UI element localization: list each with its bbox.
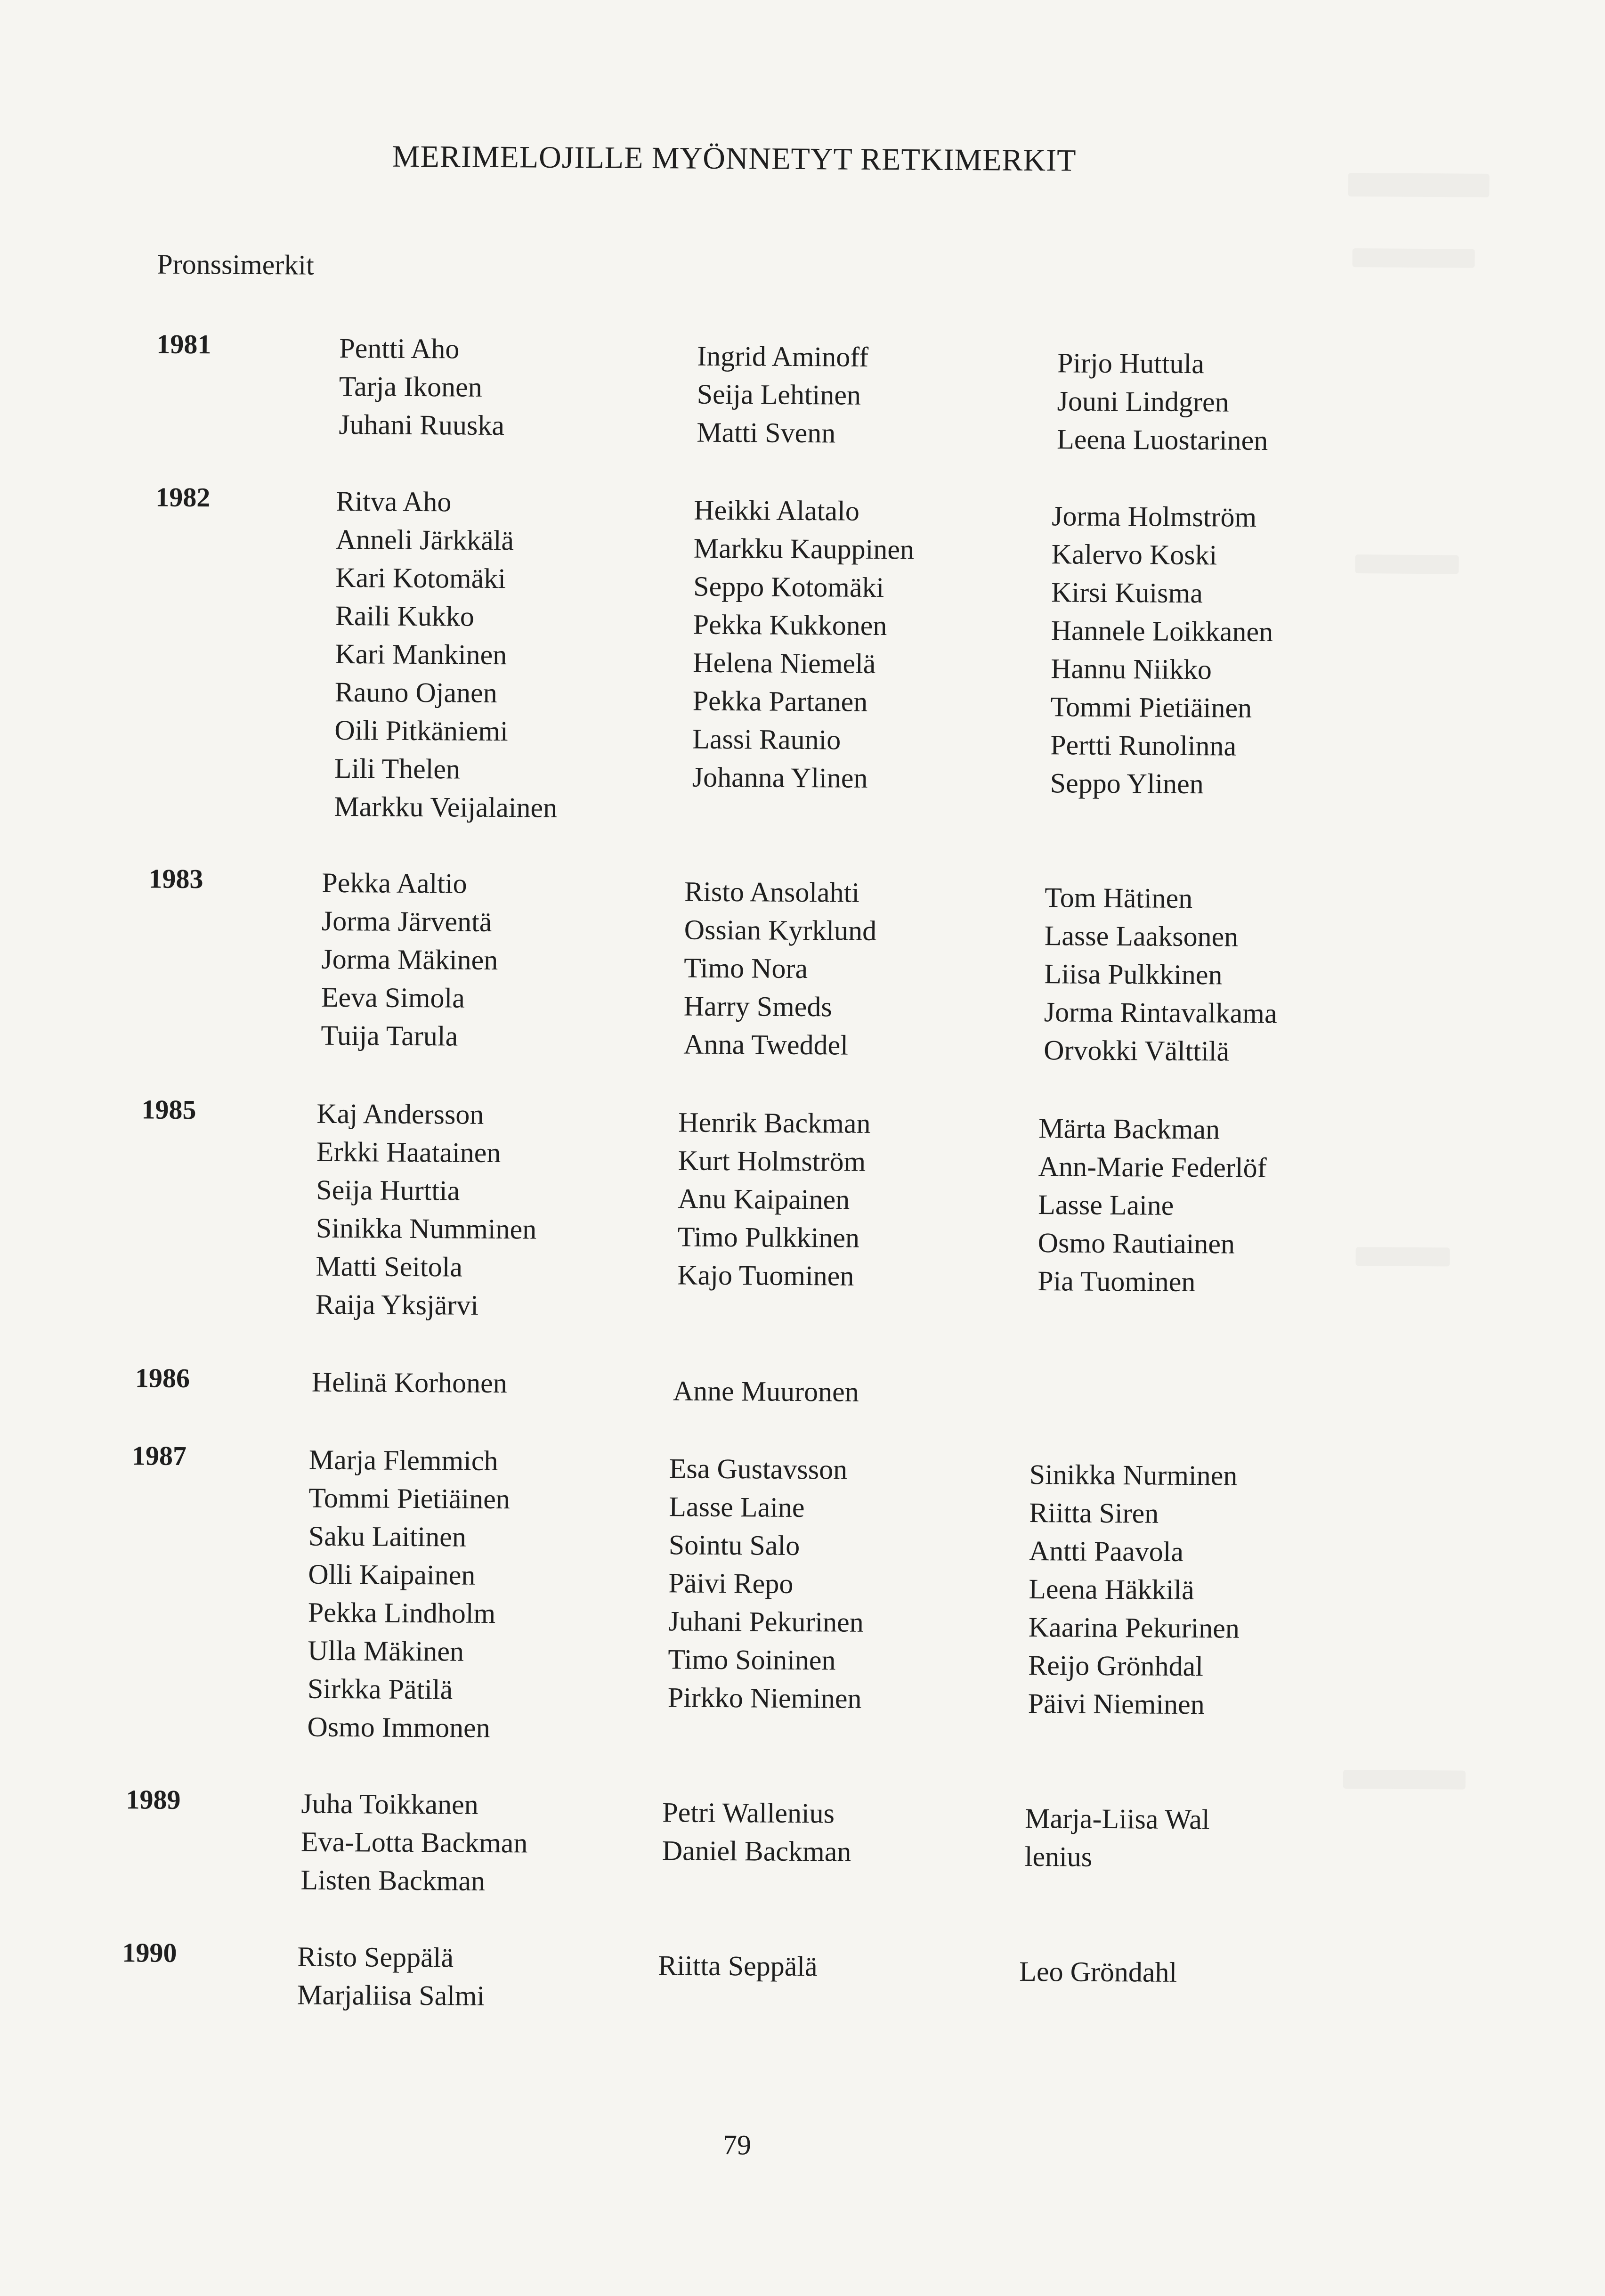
person-name: Timo Pulkkinen: [677, 1221, 860, 1254]
year-label: 1983: [148, 863, 203, 895]
person-name: Lasse Laine: [669, 1491, 805, 1523]
name-column-2: [692, 491, 915, 798]
person-name: Pirkko Nieminen: [667, 1682, 862, 1714]
person-name: Anne Muuronen: [673, 1375, 859, 1408]
person-name: Risto Seppälä: [297, 1941, 454, 1973]
person-name: Olli Kaipainen: [308, 1558, 476, 1591]
person-name: Lasse Laine: [1038, 1189, 1174, 1221]
person-name: Raija Yksjärvi: [315, 1288, 479, 1321]
person-name: Tarja Ikonen: [339, 370, 483, 403]
name-column-1: [334, 482, 559, 827]
name-column-1: [312, 1363, 507, 1403]
name-column-3: [1025, 1799, 1210, 1877]
person-name: Marja Flemmich: [308, 1444, 498, 1477]
person-name: Eeva Simola: [321, 981, 465, 1014]
person-name: Jouni Lindgren: [1057, 385, 1229, 418]
name-column-1: [307, 1441, 510, 1748]
person-name: Päivi Nieminen: [1028, 1687, 1205, 1720]
name-column-3: [1038, 1109, 1267, 1302]
person-name: Osmo Rautiainen: [1038, 1227, 1235, 1260]
year-label: 1981: [156, 328, 211, 360]
person-name: Lasse Laaksonen: [1044, 920, 1239, 953]
person-name: Kaj Andersson: [316, 1098, 484, 1130]
person-name: Orvokki Välttilä: [1044, 1034, 1230, 1067]
section-subtitle: Pronssimerkit: [157, 248, 314, 281]
person-name: Matti Svenn: [697, 416, 836, 449]
name-column-2: [697, 337, 868, 453]
person-name: Seppo Kotomäki: [693, 570, 884, 603]
year-label: 1990: [122, 1937, 177, 1968]
person-name: Leena Luostarinen: [1056, 423, 1268, 456]
person-name: Seija Hurttia: [316, 1174, 460, 1206]
name-column-1: [321, 864, 498, 1056]
name-column-1: [339, 329, 505, 445]
page-number: 79: [722, 2129, 752, 2161]
year-section-1987: [0, 1439, 1603, 1743]
bleed-through-mark: [1352, 248, 1475, 268]
person-name: Ossian Kyrklund: [684, 914, 877, 946]
name-column-1: [297, 1938, 485, 2015]
bleed-through-mark: [1348, 173, 1489, 197]
person-name: Liisa Pulkkinen: [1044, 958, 1223, 991]
person-name: Esa Gustavsson: [669, 1453, 848, 1485]
name-column-3: [1019, 1953, 1177, 1992]
person-name: Henrik Backman: [678, 1107, 871, 1139]
person-name: Kari Kotomäki: [335, 562, 506, 594]
person-name: Markku Kauppinen: [693, 532, 915, 565]
page-title: MERIMELOJILLE MYÖNNETYT RETKIMERKIT: [392, 139, 1077, 178]
person-name: Johanna Ylinen: [692, 761, 868, 794]
person-name: Tuija Tarula: [321, 1019, 458, 1052]
person-name: Erkki Haatainen: [316, 1136, 501, 1169]
person-name: Reijo Grönhdal: [1028, 1649, 1204, 1682]
name-column-1: [300, 1785, 528, 1901]
person-name: Antti Paavola: [1029, 1535, 1184, 1567]
person-name: Sinikka Numminen: [316, 1212, 537, 1245]
person-name: Kurt Holmström: [678, 1145, 866, 1177]
person-name: Lassi Raunio: [692, 723, 841, 756]
person-name: Pertti Runolinna: [1050, 729, 1237, 762]
person-name: Jorma Holmström: [1051, 500, 1257, 533]
person-name: Kirsi Kuisma: [1051, 577, 1203, 609]
person-name: Jorma Mäkinen: [321, 943, 498, 976]
person-name: Anu Kaipainen: [678, 1183, 850, 1215]
person-name: Ingrid Aminoff: [697, 340, 869, 373]
person-name: Daniel Backman: [662, 1835, 851, 1867]
person-name: Pekka Kukkonen: [693, 609, 887, 642]
name-column-2: [668, 1449, 865, 1718]
name-column-2: [662, 1793, 851, 1871]
person-name: Marja-Liisa Wal: [1025, 1802, 1210, 1835]
person-name: Anneli Järkkälä: [335, 523, 514, 556]
person-name: Timo Nora: [684, 952, 808, 985]
name-column-1: [316, 1095, 537, 1325]
person-name: Tommi Pietiäinen: [1050, 691, 1252, 724]
person-name: Marjaliisa Salmi: [297, 1979, 485, 2011]
person-name: Helinä Korhonen: [311, 1366, 507, 1399]
person-name: Timo Soininen: [668, 1644, 836, 1676]
person-name: Kari Mankinen: [335, 638, 507, 671]
name-column-3: [1044, 879, 1278, 1071]
year-section-1981: [5, 327, 1605, 456]
bleed-through-mark: [1343, 1770, 1466, 1790]
person-name: Petri Wallenius: [662, 1797, 835, 1829]
person-name: Seppo Ylinen: [1050, 767, 1204, 800]
person-name: Sirkka Pätilä: [307, 1673, 453, 1705]
year-section-1986: [0, 1361, 1604, 1408]
person-name: Pekka Lindholm: [308, 1596, 496, 1629]
person-name: Tommi Pietiäinen: [308, 1482, 511, 1515]
person-name: Ritva Aho: [336, 485, 452, 518]
person-name: Harry Smeds: [683, 990, 832, 1023]
person-name: Jorma Rintavalkama: [1044, 996, 1277, 1029]
person-name: Seija Lehtinen: [697, 378, 861, 411]
person-name: Lili Thelen: [334, 752, 461, 785]
person-name: Pia Tuominen: [1038, 1265, 1196, 1298]
name-column-2: [658, 1946, 818, 1986]
person-name: Leena Häkkilä: [1029, 1573, 1194, 1606]
person-name: Riitta Seppälä: [658, 1950, 818, 1982]
person-name: Osmo Immonen: [307, 1711, 490, 1743]
person-name: Sointu Salo: [668, 1529, 800, 1561]
person-name: Juhani Pekurinen: [668, 1605, 864, 1638]
person-name: Markku Veijalainen: [334, 790, 558, 823]
person-name: Jorma Järventä: [321, 905, 492, 937]
person-name: Ulla Mäkinen: [308, 1635, 464, 1667]
year-section-1985: [0, 1093, 1605, 1321]
name-column-3: [1057, 344, 1269, 460]
person-name: Helena Niemelä: [693, 647, 876, 679]
person-name: Matti Seitola: [316, 1250, 463, 1283]
bleed-through-mark: [1355, 1247, 1450, 1266]
person-name: Sinikka Nurminen: [1029, 1458, 1238, 1491]
person-name: Tom Hätinen: [1045, 882, 1193, 914]
person-name: Oili Pitkäniemi: [334, 714, 508, 747]
year-label: 1982: [155, 481, 211, 513]
person-name: Eva-Lotta Backman: [300, 1826, 528, 1859]
year-label: 1989: [126, 1784, 181, 1815]
name-column-2: [677, 1103, 871, 1295]
year-label: 1987: [131, 1440, 187, 1472]
year-section-1990: [0, 1936, 1600, 2011]
name-column-2: [683, 872, 877, 1064]
person-name: Raili Kukko: [335, 600, 475, 632]
person-name: Pekka Partanen: [692, 685, 868, 717]
person-name: Heikki Alatalo: [694, 494, 860, 527]
person-name: Ann-Marie Federlöf: [1038, 1151, 1267, 1184]
person-name: Anna Tweddel: [683, 1028, 849, 1061]
person-name: Pekka Aaltio: [322, 867, 467, 899]
name-column-2: [673, 1372, 859, 1411]
person-name: Rauno Ojanen: [334, 676, 497, 709]
person-name: Hannele Loikkanen: [1051, 615, 1273, 648]
person-name: Hannu Niikko: [1050, 653, 1212, 685]
person-name: Kajo Tuominen: [677, 1259, 854, 1292]
bleed-through-mark: [1355, 554, 1459, 574]
name-column-3: [1050, 497, 1273, 804]
person-name: Pirjo Huttula: [1057, 347, 1205, 380]
person-name: Märta Backman: [1038, 1113, 1220, 1145]
person-name: Päivi Repo: [668, 1567, 794, 1599]
person-name: Leo Gröndahl: [1019, 1955, 1177, 1988]
person-name: Risto Ansolahti: [684, 876, 860, 908]
person-name: lenius: [1024, 1840, 1093, 1873]
person-name: Riitta Siren: [1029, 1497, 1159, 1529]
year-section-1982: [4, 480, 1605, 823]
person-name: Juhani Ruuska: [339, 408, 505, 441]
name-column-3: [1028, 1456, 1241, 1724]
person-name: Juha Toikkanen: [301, 1788, 478, 1820]
person-name: Kaarina Pekurinen: [1028, 1611, 1240, 1644]
person-name: Saku Laitinen: [308, 1520, 467, 1553]
year-section-1983: [2, 862, 1605, 1067]
year-label: 1985: [141, 1094, 196, 1125]
person-name: Listen Backman: [300, 1864, 486, 1897]
person-name: Pentti Aho: [339, 332, 460, 365]
person-name: Kalervo Koski: [1051, 538, 1217, 571]
year-label: 1986: [135, 1362, 190, 1394]
